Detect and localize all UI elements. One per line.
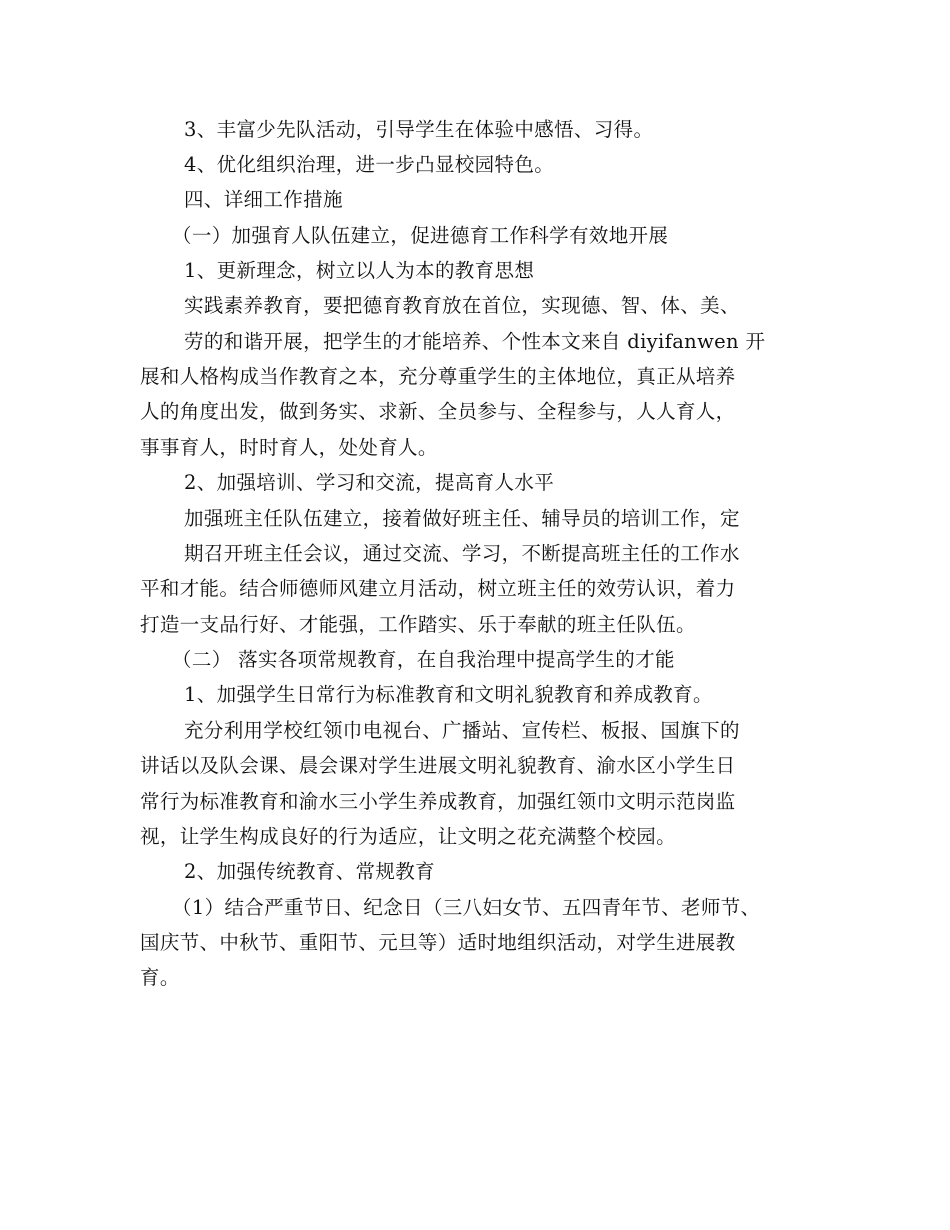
section-heading: 四、详细工作措施 <box>184 188 343 211</box>
text-line: 2、加强传统教育、常规教育 <box>184 860 435 883</box>
subsection-heading: （二） 落实各项常规教育，在自我治理中提高学生的才能 <box>172 648 675 671</box>
text-line: 育。 <box>140 966 180 989</box>
text-line: 加强班主任队伍建立，接着做好班主任、辅导员的培训工作，定 <box>184 507 740 530</box>
text-line: 事事育人，时时育人，处处育人。 <box>140 436 438 459</box>
text-line: 平和才能。结合师德师风建立月活动，树立班主任的效劳认识，着力 <box>140 577 736 600</box>
text-line: 常行为标准教育和渝水三小学生养成教育，加强红领巾文明示范岗监 <box>140 790 736 813</box>
text-line: 4、优化组织治理，进一步凸显校园特色。 <box>184 153 555 176</box>
text-line: 充分利用学校红领巾电视台、广播站、宣传栏、板报、国旗下的 <box>184 719 740 742</box>
text-line: 视，让学生构成良好的行为适应，让文明之花充满整个校园。 <box>140 825 676 848</box>
text-line: 打造一支品行好、才能强，工作踏实、乐于奉献的班主任队伍。 <box>140 613 696 636</box>
text-line: 期召开班主任会议，通过交流、学习，不断提高班主任的工作水 <box>184 542 740 565</box>
text-line: 2、加强培训、学习和交流，提高育人水平 <box>184 471 555 494</box>
text-line: 国庆节、中秋节、重阳节、元旦等）适时地组织活动，对学生进展教 <box>140 931 736 954</box>
text-line: 1、加强学生日常行为标准教育和文明礼貌教育和养成教育。 <box>184 683 713 706</box>
subsection-heading: （一）加强育人队伍建立，促进德育工作科学有效地开展 <box>172 224 669 247</box>
text-line: （1）结合严重节日、纪念日（三八妇女节、五四青年节、老师节、 <box>172 896 761 919</box>
text-line: 人的角度出发，做到务实、求新、全员参与、全程参与，人人育人， <box>140 400 736 423</box>
text-line: 展和人格构成当作教育之本，充分尊重学生的主体地位，真正从培养 <box>140 365 736 388</box>
text-line: 实践素养教育，要把德育教育放在首位，实现德、智、体、美、 <box>184 294 740 317</box>
text-line: 劳的和谐开展，把学生的才能培养、个性本文来自 diyifanwen 开 <box>184 330 766 353</box>
text-line: 1、更新理念，树立以人为本的教育思想 <box>184 259 535 282</box>
text-line: 讲话以及队会课、晨会课对学生进展文明礼貌教育、渝水区小学生日 <box>140 754 736 777</box>
text-line: 3、丰富少先队活动，引导学生在体验中感悟、习得。 <box>184 118 654 141</box>
